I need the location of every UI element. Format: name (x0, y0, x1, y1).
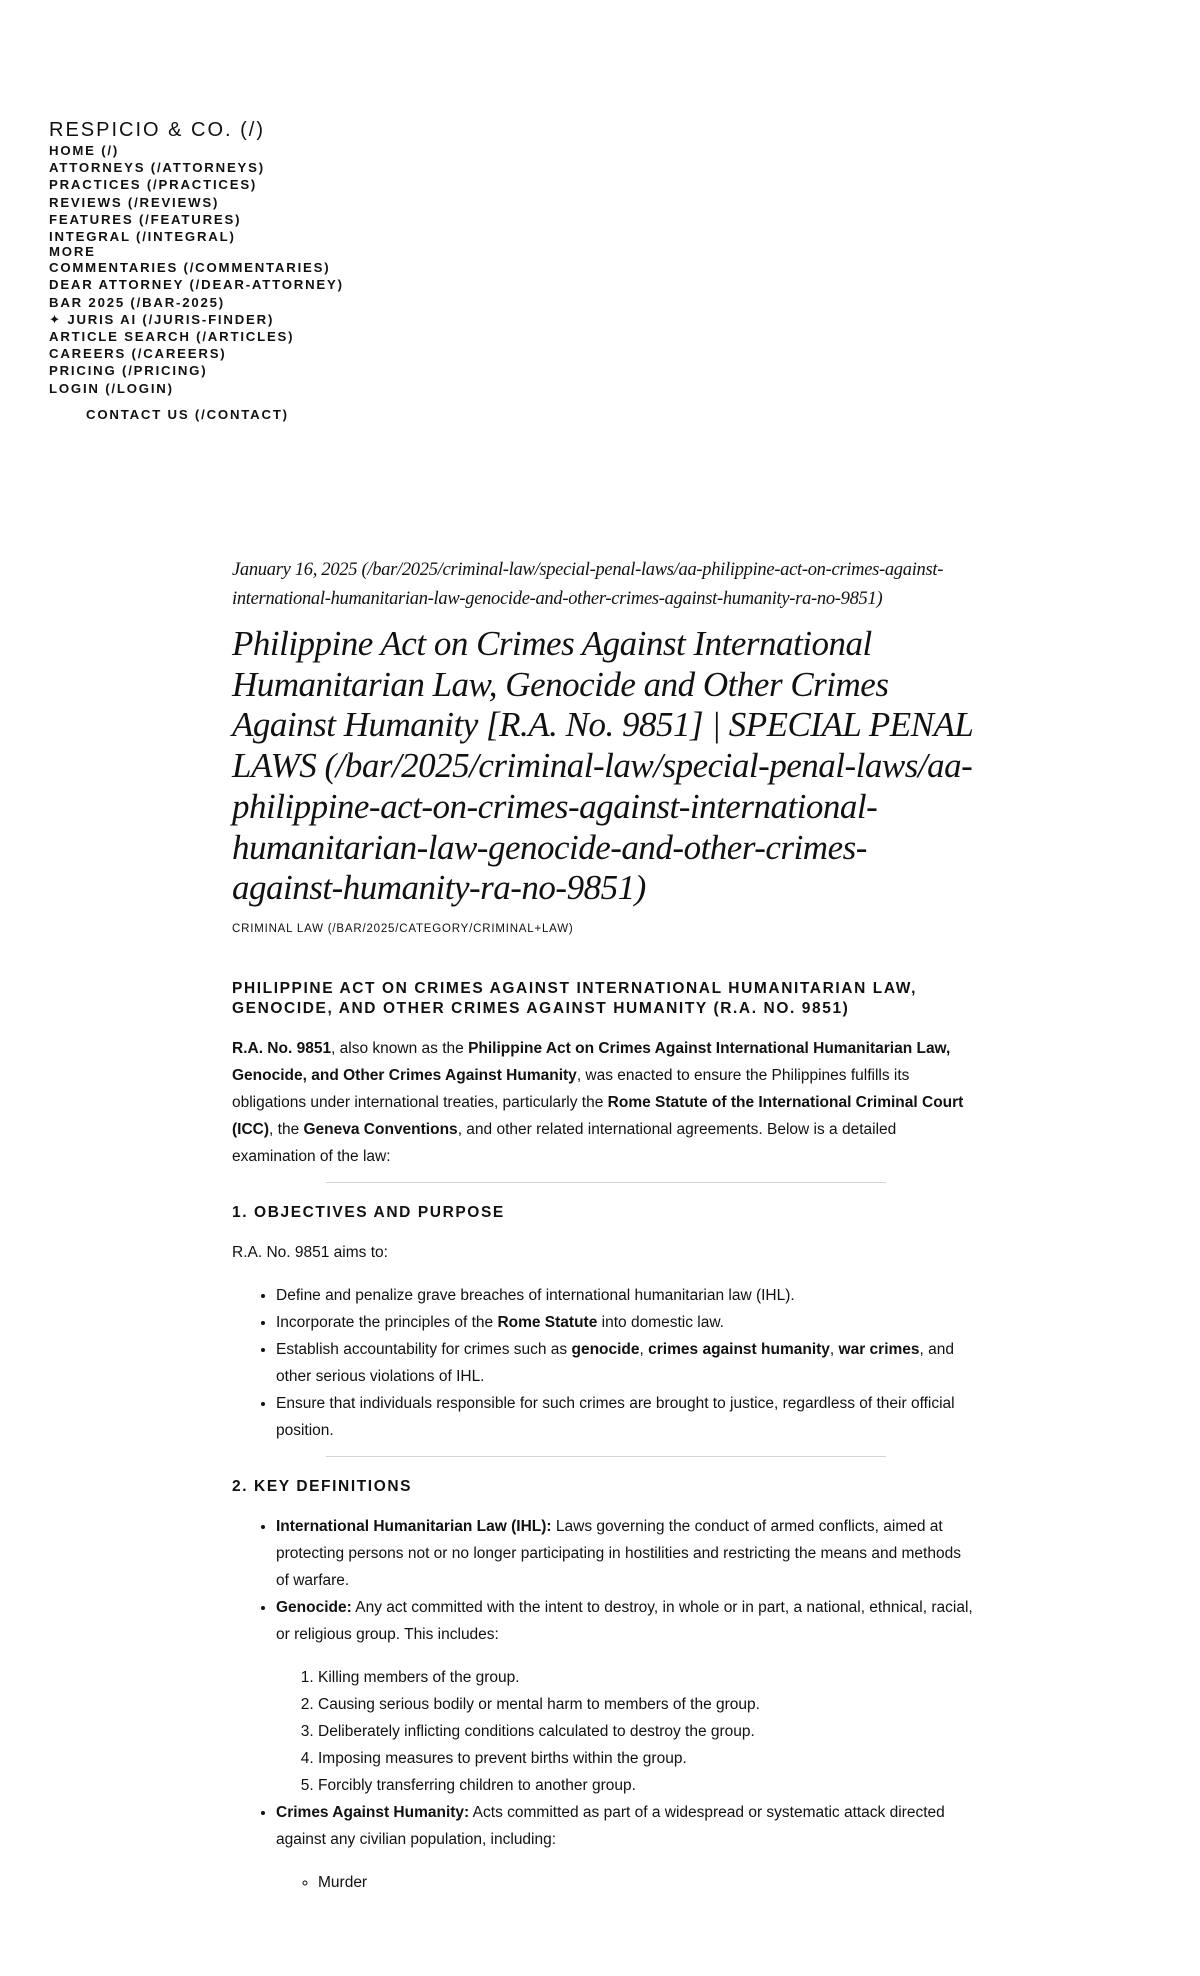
bold-text: crimes against humanity (648, 1340, 830, 1358)
nav-label[interactable]: MORE (49, 244, 96, 260)
bold-text: Geneva Conventions (303, 1120, 458, 1138)
crimes-against-humanity-list (276, 1869, 977, 1896)
list-item: 1. Killing members of the group. (318, 1664, 977, 1691)
text: , and other related international agreements. Below is a detailed examination of the law: (232, 1120, 897, 1165)
contact-us-link[interactable]: CONTACT US (/CONTACT) (86, 407, 289, 422)
definitions-list (232, 1513, 977, 1896)
term: Crimes Against Humanity: (276, 1803, 470, 1821)
nav-link[interactable]: LOGIN (/LOGIN) (49, 380, 174, 396)
list-item (276, 1282, 977, 1309)
nav-item-careers[interactable] (49, 345, 344, 362)
list-item: ◦ Murder (318, 1869, 977, 1896)
text: , (639, 1340, 649, 1358)
intro-paragraph (232, 1035, 977, 1170)
divider (326, 1456, 886, 1457)
nav-link[interactable]: BAR 2025 (/BAR-2025) (49, 294, 225, 310)
list-item: 5. Forcibly transferring children to another group. (318, 1772, 977, 1799)
brand-link[interactable]: RESPICIO & CO. (/) (49, 119, 266, 141)
text: Ensure that individuals responsible for such crimes are brought to justice, regardless of their official position. (276, 1394, 955, 1439)
nav-link[interactable]: CAREERS (/CAREERS) (49, 346, 227, 362)
bold-text: R.A. No. 9851 (232, 1039, 332, 1057)
bold-text: Rome Statute (497, 1313, 598, 1331)
list-item (276, 1336, 977, 1390)
text: Incorporate the principles of the (276, 1313, 498, 1331)
term: International Humanitarian Law (IHL): (276, 1517, 552, 1535)
nav-link[interactable]: PRACTICES (/PRACTICES) (49, 177, 258, 193)
article-heading: PHILIPPINE ACT ON CRIMES AGAINST INTERNATIONAL HUMANITARIAN LAW, GENOCIDE, AND OTHER CRIMES AGAINST HUMANITY (R.A. NO. 9851) (232, 979, 918, 1017)
definition-text: Acts committed as part of a widespread or systematic attack directed against any civilian population, including: (276, 1803, 945, 1848)
nav-item-home[interactable] (49, 142, 344, 159)
genocide-acts-list (276, 1664, 977, 1799)
list-item (276, 1390, 977, 1444)
definition-ihl (276, 1513, 977, 1594)
term: Genocide: (276, 1598, 352, 1616)
nav-item-article-search[interactable] (49, 328, 344, 345)
list-item: 4. Imposing measures to prevent births within the group. (318, 1745, 977, 1772)
site-header (49, 118, 344, 397)
main-nav (49, 142, 344, 397)
nav-item-more[interactable] (49, 245, 344, 259)
text: Establish accountability for crimes such as (276, 1340, 572, 1358)
nav-link[interactable]: FEATURES (/FEATURES) (49, 211, 242, 227)
nav-link[interactable]: ✦ JURIS AI (/JURIS-FINDER) (49, 311, 275, 327)
nav-link[interactable]: DEAR ATTORNEY (/DEAR-ATTORNEY) (49, 277, 344, 293)
text: , was enacted to ensure the Philippines fulfills its obligations under international treaties, particularly the (232, 1066, 910, 1111)
text: into domestic law. (597, 1313, 724, 1331)
post-title-link[interactable]: Philippine Act on Crimes Against International Humanitarian Law, Genocide and Other Crimes Against Humanity [R.A. No. 9851] | SPECIAL PENAL LAWS (/bar/2025/criminal-law/special-penal-laws/aa-philippine-act-on-crimes-against-international-humanitarian-law-genocide-and-other-crimes-against-humanity-ra-no-9851) (232, 624, 973, 908)
nav-item-reviews[interactable] (49, 194, 344, 211)
section-heading-definitions: 2. KEY DEFINITIONS (232, 1477, 413, 1495)
list-item: 2. Causing serious bodily or mental harm to members of the group. (318, 1691, 977, 1718)
text: , also known as the (331, 1039, 469, 1057)
nav-item-bar-2025[interactable] (49, 294, 344, 311)
article (232, 556, 977, 1896)
text: , and other serious violations of IHL. (276, 1340, 955, 1385)
nav-item-pricing[interactable] (49, 362, 344, 379)
nav-link[interactable]: ATTORNEYS (/ATTORNEYS) (49, 160, 265, 176)
section-heading-objectives: 1. OBJECTIVES AND PURPOSE (232, 1203, 505, 1221)
bold-text: Philippine Act on Crimes Against International Humanitarian Law, Genocide, and Other Crimes Against Humanity (232, 1039, 951, 1084)
nav-item-practices[interactable] (49, 176, 344, 193)
definition-text: Laws governing the conduct of armed conflicts, aimed at protecting persons not or no longer participating in hostilities and restricting the means and methods of warfare. (276, 1517, 961, 1589)
text: , the (269, 1120, 304, 1138)
divider (326, 1182, 886, 1183)
nav-item-attorneys[interactable] (49, 159, 344, 176)
nav-item-dear-attorney[interactable] (49, 276, 344, 293)
definition-crimes-against-humanity (276, 1799, 977, 1896)
text: Define and penalize grave breaches of international humanitarian law (IHL). (276, 1286, 795, 1304)
text: , (829, 1340, 839, 1358)
bold-text: war crimes (838, 1340, 920, 1358)
category-link[interactable]: CRIMINAL LAW (/BAR/2025/CATEGORY/CRIMINAL+LAW) (232, 922, 574, 935)
nav-link[interactable]: INTEGRAL (/INTEGRAL) (49, 229, 236, 245)
nav-item-juris-ai[interactable] (49, 311, 344, 328)
nav-item-integral[interactable] (49, 228, 344, 245)
list-item: 3. Deliberately inflicting conditions calculated to destroy the group. (318, 1718, 977, 1745)
nav-item-commentaries[interactable] (49, 259, 344, 276)
nav-link[interactable]: COMMENTARIES (/COMMENTARIES) (49, 260, 331, 276)
post-date-link[interactable]: January 16, 2025 (/bar/2025/criminal-law/special-penal-laws/aa-philippine-act-on-crimes-against-international-humanitarian-law-genocide-and-other-crimes-against-humanity-ra-no-9851) (232, 560, 944, 609)
nav-link[interactable]: ARTICLE SEARCH (/ARTICLES) (49, 329, 295, 345)
nav-link[interactable]: REVIEWS (/REVIEWS) (49, 194, 220, 210)
nav-item-login[interactable] (49, 380, 344, 397)
definition-genocide (276, 1594, 977, 1799)
nav-link[interactable]: HOME (/) (49, 143, 120, 158)
nav-link[interactable]: PRICING (/PRICING) (49, 363, 208, 379)
list-item (276, 1309, 977, 1336)
bold-text: genocide (571, 1340, 640, 1358)
nav-item-features[interactable] (49, 211, 344, 228)
section-lead: R.A. No. 9851 aims to: (232, 1243, 388, 1261)
bold-text: Rome Statute of the International Criminal Court (ICC) (232, 1093, 964, 1138)
definition-text: Any act committed with the intent to destroy, in whole or in part, a national, ethnical, racial, or religious group. This includes: (276, 1598, 973, 1643)
objectives-list (232, 1282, 977, 1444)
